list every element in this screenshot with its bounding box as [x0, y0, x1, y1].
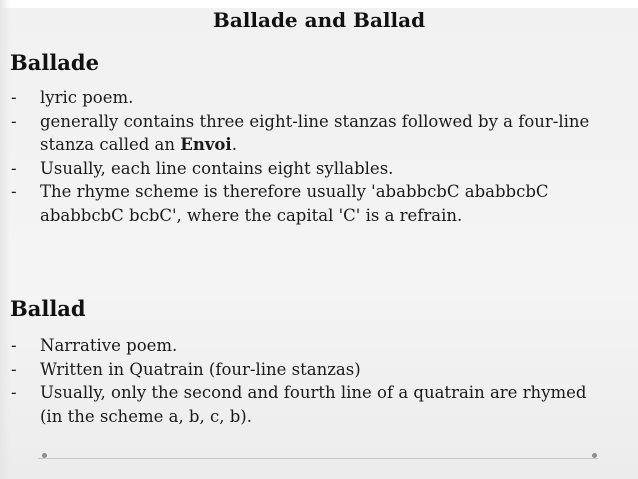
- bullet-dash: -: [11, 359, 17, 379]
- bullet-dash: -: [11, 158, 17, 178]
- slide-title: Ballade and Ballad: [212, 8, 426, 32]
- footer-dot-right: [592, 453, 597, 458]
- ballad-list: [10, 334, 608, 428]
- section-heading-ballade: Ballade: [10, 50, 99, 75]
- list-item-text: generally contains three eight-line stanzas followed by a four-line stanza called an: [40, 111, 590, 154]
- list-item: [10, 381, 608, 428]
- list-item: [10, 157, 608, 181]
- footer-divider: [38, 458, 598, 459]
- list-item: [10, 334, 608, 358]
- ballade-list: [10, 86, 608, 227]
- bullet-dash: -: [11, 182, 17, 201]
- list-item-text: Narrative poem.: [40, 336, 178, 355]
- bullet-dash: -: [11, 111, 17, 131]
- list-item-text-end: .: [231, 135, 237, 154]
- list-item-text: Usually, each line contains eight syllables.: [40, 158, 394, 178]
- bullet-dash: -: [11, 336, 17, 355]
- list-item: [10, 110, 608, 157]
- list-item: [10, 358, 608, 382]
- slide-left-edge: [0, 0, 10, 479]
- list-item-text: lyric poem.: [40, 88, 134, 107]
- bullet-dash: -: [11, 383, 17, 402]
- list-item-text: The rhyme scheme is therefore usually 'ababbcbC ababbcbC ababbcbC bcbC', where the capital 'C' is a refrain.: [40, 182, 549, 225]
- section-heading-ballad: Ballad: [10, 296, 86, 321]
- bullet-dash: -: [11, 88, 17, 107]
- envoi-term: Envoi: [180, 135, 232, 154]
- slide-top-bar: [0, 0, 638, 8]
- list-item-text: Usually, only the second and fourth line of a quatrain are rhymed (in the scheme a, b, c, b).: [40, 383, 587, 426]
- list-item: [10, 86, 608, 110]
- footer-dot-left: [42, 453, 47, 458]
- list-item-text: Written in Quatrain (four-line stanzas): [40, 359, 361, 379]
- list-item: [10, 180, 608, 227]
